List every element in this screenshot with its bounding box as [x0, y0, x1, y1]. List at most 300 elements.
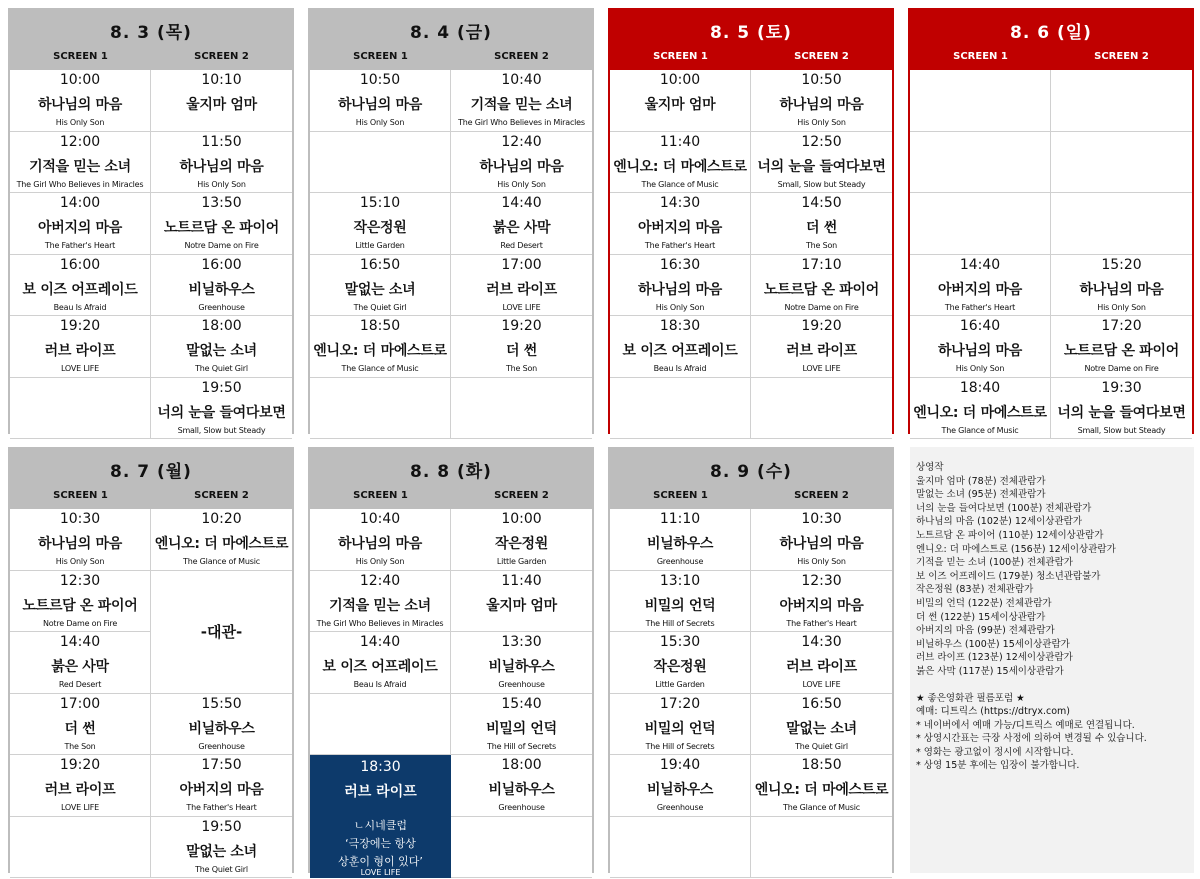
- showtime-time: 15:10: [359, 195, 401, 211]
- showtime-cell: [751, 571, 892, 633]
- special-screening-cell: [310, 755, 451, 878]
- film-title: 엔니오: 더 마에스트로: [754, 782, 889, 798]
- film-english-title: The Quiet Girl: [195, 864, 248, 874]
- showtime-time: 11:10: [659, 511, 701, 527]
- showtime-cell: [751, 509, 892, 571]
- showtime-time: 10:30: [59, 511, 101, 527]
- showtime-grid: [310, 509, 592, 877]
- film-title: 비닐하우스: [488, 782, 555, 798]
- showtime-cell: [451, 571, 592, 633]
- showtime-cell: [451, 694, 592, 756]
- showtime-time: 14:40: [501, 195, 542, 211]
- film-english-title: His Only Son: [655, 302, 705, 312]
- screen-2-label: SCREEN 2: [794, 490, 849, 501]
- showtime-time: 19:30: [1101, 379, 1142, 396]
- day-title: 8. 4 (금): [410, 23, 492, 43]
- film-title: 울지마 엄마: [644, 97, 716, 113]
- showtime-time: 14:00: [59, 195, 101, 211]
- empty-slot: [310, 694, 451, 756]
- showtime-time: 17:10: [801, 256, 842, 273]
- film-english-title: Greenhouse: [498, 680, 545, 689]
- film-english-title: The Father's Heart: [786, 618, 857, 628]
- showtime-cell: [10, 571, 151, 633]
- film-title: 하나님의 마음: [338, 536, 422, 552]
- film-english-title: Greenhouse: [198, 741, 245, 751]
- film-title: 아버지의 마음: [779, 597, 864, 614]
- screen-1-label: SCREEN 1: [953, 51, 1008, 62]
- showtime-time: 16:40: [959, 318, 1001, 334]
- film-english-title: The Father's Heart: [644, 241, 716, 250]
- showtime-time: 10:10: [201, 72, 242, 88]
- film-english-title: The Son: [805, 241, 838, 250]
- showtime-time: 10:40: [359, 511, 401, 527]
- film-english-title: LOVE LIFE: [802, 680, 841, 689]
- showtime-cell: [610, 255, 751, 317]
- showtime-cell: [151, 694, 292, 756]
- film-list-item: 노트르담 온 파이어 (110분) 12세이상관람가: [916, 529, 1104, 541]
- film-title: 비닐하우스: [488, 659, 555, 675]
- showtime-time: 14:30: [659, 195, 701, 211]
- film-english-title: Beau Is Afraid: [653, 364, 707, 373]
- screen-2-label: SCREEN 2: [494, 490, 549, 501]
- showtime-time: 10:50: [359, 72, 401, 88]
- notice-line: 예매: 디트릭스 (https://dtryx.com): [916, 706, 1070, 718]
- empty-slot: [910, 193, 1051, 255]
- showtime-time: 14:40: [359, 634, 401, 650]
- film-english-title: His Only Son: [797, 118, 846, 127]
- showtime-time: 15:50: [201, 695, 242, 712]
- showtime-cell: [451, 755, 592, 817]
- film-english-title: His Only Son: [55, 557, 105, 566]
- empty-slot: [610, 378, 751, 440]
- showtime-cell: [151, 70, 292, 132]
- film-list-item: 비밀의 언덕 (122분) 전체관람가: [916, 597, 1052, 609]
- film-english-title: His Only Son: [355, 118, 405, 127]
- showtime-cell: [151, 509, 292, 571]
- film-english-title: LOVE LIFE: [802, 364, 841, 373]
- showtime-time: 13:50: [201, 195, 242, 211]
- film-title: 말없는 소녀: [344, 281, 416, 298]
- notice-line: * 영화는 광고없이 정시에 시작합니다.: [916, 746, 1074, 758]
- showtime-time: 15:40: [501, 695, 542, 712]
- film-list-item: 보 이즈 어프레이드 (179분) 청소년관람불가: [916, 570, 1101, 582]
- showtime-time: 19:50: [201, 818, 242, 835]
- film-title: 말없는 소녀: [186, 343, 257, 359]
- film-english-title: The Hill of Secrets: [487, 741, 556, 751]
- showtime-cell: [10, 70, 151, 132]
- showtime-cell: [451, 316, 592, 378]
- film-title: 더 썬: [505, 343, 538, 359]
- showtime-cell: [610, 755, 751, 817]
- showtime-time: 11:40: [501, 572, 542, 589]
- film-english-title: Little Garden: [496, 557, 547, 566]
- film-title: 아버지의 마음: [638, 220, 722, 236]
- film-english-title: His Only Son: [955, 364, 1005, 373]
- empty-slot: [751, 378, 892, 440]
- film-english-title: The Father's Heart: [44, 241, 116, 250]
- special-note: ‘극장에는 항상: [345, 837, 416, 850]
- film-title: 비닐하우스: [188, 720, 255, 737]
- showtime-time: 11:50: [201, 133, 242, 150]
- film-title: 하나님의 마음: [1079, 281, 1164, 298]
- showtime-time: 10:50: [801, 72, 842, 88]
- showtime-time: 18:50: [359, 318, 401, 334]
- film-title: 엔니오: 더 마에스트로: [313, 343, 447, 359]
- empty-slot: [1051, 70, 1192, 132]
- film-title: 울지마 엄마: [186, 97, 257, 113]
- showtime-time: 10:00: [659, 72, 701, 88]
- showtime-time: 19:20: [59, 757, 101, 773]
- showtime-cell: [610, 132, 751, 194]
- film-english-title: LOVE LIFE: [60, 803, 100, 812]
- notes-list: [916, 692, 1188, 774]
- showtime-cell: [910, 316, 1051, 378]
- showtime-cell: [751, 632, 892, 694]
- day-header: [10, 449, 292, 509]
- showtime-cell: [751, 316, 892, 378]
- showtime-time: 16:00: [59, 256, 101, 273]
- film-title: 기적을 믿는 소녀: [470, 97, 573, 113]
- film-title: 러브 라이프: [44, 782, 116, 798]
- film-title: 엔니오: 더 마에스트로: [154, 536, 289, 552]
- notice-line: * 상영시간표는 극장 사정에 의하여 변경될 수 있습니다.: [916, 733, 1147, 745]
- showtime-time: 12:40: [501, 133, 542, 150]
- day-panel: [8, 8, 294, 434]
- showtime-time: 13:30: [501, 634, 542, 650]
- film-list-item: 엔니오: 더 마에스트로 (156분) 12세이상관람가: [916, 543, 1116, 555]
- film-english-title: Little Garden: [655, 680, 705, 689]
- empty-slot: [451, 817, 592, 879]
- film-english-title: Greenhouse: [198, 302, 245, 312]
- showtime-time: 14:40: [959, 256, 1001, 273]
- film-english-title: The Quiet Girl: [795, 741, 848, 751]
- film-title: 더 썬: [64, 720, 96, 737]
- film-list-item: 하나님의 마음 (102분) 12세이상관람가: [916, 516, 1082, 528]
- film-list: [916, 475, 1188, 679]
- showtime-time: 19:50: [201, 379, 242, 396]
- film-english-title: The Quiet Girl: [195, 364, 248, 373]
- empty-slot: [610, 817, 751, 879]
- notice-line: ★ 좋은영화관 필름포럼 ★: [916, 692, 1025, 704]
- showtime-cell: [610, 70, 751, 132]
- day-title: 8. 5 (토): [710, 23, 792, 43]
- showtime-cell: [451, 193, 592, 255]
- showtime-time: 12:00: [59, 133, 101, 150]
- showtime-cell: [1051, 378, 1192, 440]
- film-list-item: 아버지의 마음 (99분) 전체관람가: [916, 625, 1055, 637]
- film-english-title: The Glance of Music: [941, 425, 1019, 435]
- day-title: 8. 8 (화): [410, 462, 492, 482]
- film-title: 작은정원: [353, 220, 407, 236]
- film-english-title: The Hill of Secrets: [645, 618, 715, 628]
- showtime-cell: [10, 632, 151, 694]
- showtime-cell: [10, 193, 151, 255]
- day-header: [310, 449, 592, 509]
- film-info-panel: [910, 447, 1194, 873]
- showtime-cell: [751, 255, 892, 317]
- film-english-title: The Girl Who Believes in Miracles: [316, 618, 444, 628]
- special-note: 상훈이 형이 있다’: [338, 855, 423, 868]
- film-english-title: The Glance of Music: [183, 557, 260, 566]
- film-english-title: Notre Dame on Fire: [784, 302, 859, 312]
- day-panel: [308, 8, 594, 434]
- film-english-title: His Only Son: [355, 557, 405, 566]
- film-list-heading: 상영작: [916, 462, 944, 473]
- showtime-time: 18:50: [801, 757, 842, 773]
- screen-1-label: SCREEN 1: [53, 490, 108, 501]
- film-english-title: The Glance of Music: [641, 179, 719, 189]
- film-title: 작은정원: [495, 536, 548, 552]
- showtime-cell: [1051, 255, 1192, 317]
- screen-1-label: SCREEN 1: [53, 51, 108, 62]
- film-title: 비밀의 언덕: [644, 597, 716, 614]
- rental-closed-label: -대관-: [151, 571, 292, 694]
- film-title: 하나님의 마음: [38, 97, 122, 113]
- day-header: [10, 10, 292, 70]
- day-header: [610, 10, 892, 70]
- film-title: 하나님의 마음: [338, 97, 422, 113]
- showtime-cell: [310, 632, 451, 694]
- showtime-time: 19:40: [659, 757, 701, 773]
- showtime-cell: [310, 193, 451, 255]
- showtime-time: 18:00: [501, 757, 542, 773]
- film-title: 러브 라이프: [344, 784, 417, 800]
- showtime-cell: [310, 571, 451, 633]
- showtime-time: 16:50: [801, 695, 842, 712]
- film-list-item: 붉은 사막 (117분) 15세이상관람가: [916, 665, 1064, 677]
- showtime-cell: [751, 193, 892, 255]
- showtime-cell: [310, 509, 451, 571]
- film-title: 기적을 믿는 소녀: [29, 158, 131, 175]
- showtime-time: 10:30: [801, 511, 842, 527]
- showtime-cell: [151, 378, 292, 440]
- showtime-cell: [451, 70, 592, 132]
- film-title: 하나님의 마음: [38, 536, 122, 552]
- day-panel: [608, 447, 894, 873]
- film-english-title: Red Desert: [500, 241, 543, 250]
- film-list-item: 비닐하우스 (100분) 15세이상관람가: [916, 638, 1070, 650]
- film-title: 아버지의 마음: [179, 782, 264, 798]
- screen-2-label: SCREEN 2: [194, 490, 249, 501]
- film-english-title: Small, Slow but Steady: [1077, 425, 1166, 435]
- film-title: 너의 눈을 들여다보면: [157, 404, 286, 421]
- showtime-time: 13:10: [659, 572, 701, 589]
- day-title: 8. 9 (수): [710, 462, 792, 482]
- showtime-time: 15:30: [659, 634, 701, 650]
- screen-1-label: SCREEN 1: [653, 490, 708, 501]
- film-english-title: LOVE LIFE: [60, 364, 100, 373]
- showtime-cell: [1051, 316, 1192, 378]
- film-title: 노트르담 온 파이어: [1064, 343, 1179, 359]
- showtime-time: 16:30: [659, 256, 701, 273]
- showtime-time: 10:20: [201, 511, 242, 527]
- empty-slot: [910, 132, 1051, 194]
- showtime-cell: [151, 755, 292, 817]
- showtime-cell: [610, 509, 751, 571]
- film-english-title: The Glance of Music: [783, 803, 860, 812]
- empty-slot: [751, 817, 892, 879]
- showtime-time: 17:20: [659, 695, 701, 712]
- film-title: 노트르담 온 파이어: [22, 597, 138, 614]
- day-header: [310, 10, 592, 70]
- day-title: 8. 3 (목): [110, 23, 192, 43]
- showtime-cell: [10, 316, 151, 378]
- film-title: 하나님의 마음: [779, 97, 864, 113]
- showtime-time: 12:30: [59, 572, 101, 589]
- showtime-time: 10:40: [501, 72, 542, 88]
- film-english-title: The Girl Who Believes in Miracles: [458, 118, 585, 127]
- showtime-cell: [151, 132, 292, 194]
- film-title: 하나님의 마음: [179, 158, 264, 175]
- showtime-cell: [10, 755, 151, 817]
- showtime-cell: [751, 70, 892, 132]
- showtime-grid: [10, 70, 292, 435]
- film-list-item: 더 썬 (122분) 15세이상관람가: [916, 611, 1046, 623]
- film-title: 비닐하우스: [188, 281, 255, 298]
- special-note: ㄴ시네클럽: [353, 819, 408, 832]
- film-title: 보 이즈 어프레이드: [22, 281, 138, 298]
- showtime-time: 18:30: [360, 759, 401, 775]
- film-title: 보 이즈 어프레이드: [322, 659, 438, 675]
- showtime-cell: [910, 255, 1051, 317]
- film-english-title: Red Desert: [58, 680, 102, 689]
- notice-line: * 상영 15분 후에는 입장이 불가합니다.: [916, 760, 1080, 772]
- showtime-time: 10:00: [501, 511, 542, 527]
- showtime-time: 14:40: [59, 634, 101, 650]
- film-english-title: Greenhouse: [656, 557, 704, 566]
- empty-slot: [1051, 193, 1192, 255]
- day-header: [610, 449, 892, 509]
- showtime-time: 16:50: [359, 256, 401, 273]
- showtime-cell: [451, 255, 592, 317]
- screen-2-label: SCREEN 2: [794, 51, 849, 62]
- film-list-item: 너의 눈을 들여다보면 (100분) 전체관람가: [916, 502, 1092, 514]
- film-title: 기적을 믿는 소녀: [329, 597, 431, 614]
- showtime-time: 17:00: [501, 256, 542, 273]
- film-title: 엔니오: 더 마에스트로: [913, 404, 1047, 421]
- film-title: 너의 눈을 들여다보면: [1057, 404, 1186, 421]
- film-english-title: His Only Son: [1097, 302, 1146, 312]
- film-title: 비닐하우스: [646, 536, 714, 552]
- film-title: 러브 라이프: [786, 659, 857, 675]
- film-title: 러브 라이프: [786, 343, 857, 359]
- showtime-grid: [310, 70, 592, 432]
- film-title: 붉은 사막: [492, 220, 551, 236]
- screen-1-label: SCREEN 1: [353, 490, 408, 501]
- film-english-title: Greenhouse: [656, 803, 704, 812]
- empty-slot: [310, 378, 451, 440]
- day-header: [910, 10, 1192, 70]
- showtime-time: 17:50: [201, 757, 242, 773]
- film-title: 더 썬: [805, 220, 838, 236]
- screen-2-label: SCREEN 2: [1094, 51, 1149, 62]
- showtime-time: 11:40: [659, 133, 701, 150]
- showtime-grid: [610, 509, 892, 871]
- film-list-item: 러브 라이프 (123분) 12세이상관람가: [916, 652, 1073, 664]
- showtime-time: 14:30: [801, 634, 842, 650]
- showtime-grid: [10, 509, 292, 874]
- showtime-time: 12:50: [801, 133, 842, 150]
- film-english-title: His Only Son: [197, 179, 246, 189]
- showtime-time: 14:50: [801, 195, 842, 211]
- showtime-cell: [10, 132, 151, 194]
- day-title: 8. 6 (일): [1010, 23, 1092, 43]
- screen-1-label: SCREEN 1: [653, 51, 708, 62]
- screen-2-label: SCREEN 2: [194, 51, 249, 62]
- film-english-title: Beau Is Afraid: [53, 302, 107, 312]
- film-list-item: 울지마 엄마 (78분) 전체관람가: [916, 475, 1046, 487]
- film-title: 하나님의 마음: [938, 343, 1022, 359]
- film-title: 하나님의 마음: [638, 281, 722, 298]
- film-english-title: Greenhouse: [498, 803, 545, 812]
- showtime-time: 19:20: [501, 318, 542, 334]
- showtime-cell: [751, 694, 892, 756]
- film-english-title: His Only Son: [55, 118, 105, 127]
- film-english-title: Notre Dame on Fire: [42, 618, 118, 628]
- film-english-title: The Father's Heart: [944, 302, 1016, 312]
- showtime-cell: [451, 509, 592, 571]
- showtime-cell: [10, 694, 151, 756]
- showtime-cell: [751, 132, 892, 194]
- film-title: 하나님의 마음: [779, 536, 864, 552]
- film-english-title: The Father's Heart: [186, 803, 257, 812]
- showtime-time: 17:20: [1101, 318, 1142, 334]
- film-title: 러브 라이프: [44, 343, 116, 359]
- film-english-title: LOVE LIFE: [502, 302, 541, 312]
- film-english-title: His Only Son: [497, 179, 546, 189]
- film-english-title: The Girl Who Believes in Miracles: [16, 179, 144, 189]
- film-english-title: His Only Son: [797, 557, 846, 566]
- film-list-item: 말없는 소녀 (95분) 전체관람가: [916, 489, 1046, 501]
- showtime-cell: [310, 255, 451, 317]
- showtime-cell: [151, 817, 292, 879]
- film-list-item: 작은정원 (83분) 전체관람가: [916, 584, 1034, 596]
- film-title: 엔니오: 더 마에스트로: [613, 158, 747, 175]
- film-english-title: Notre Dame on Fire: [1084, 364, 1159, 373]
- showtime-time: 19:20: [801, 318, 842, 334]
- film-english-title: The Son: [505, 364, 538, 373]
- film-english-title: Beau Is Afraid: [353, 680, 407, 689]
- film-list-item: 기적을 믿는 소녀 (100분) 전체관람가: [916, 557, 1073, 569]
- showtime-time: 18:40: [959, 379, 1001, 396]
- showtime-time: 18:00: [201, 318, 242, 334]
- showtime-cell: [910, 378, 1051, 440]
- film-title: 비닐하우스: [646, 782, 714, 798]
- day-title: 8. 7 (월): [110, 462, 192, 482]
- showtime-cell: [451, 132, 592, 194]
- showtime-time: 16:00: [201, 256, 242, 273]
- showtime-time: 19:20: [59, 318, 101, 334]
- film-english-title: Small, Slow but Steady: [777, 179, 866, 189]
- film-title: 말없는 소녀: [186, 843, 257, 860]
- showtime-cell: [610, 632, 751, 694]
- showtime-time: 18:30: [659, 318, 701, 334]
- film-title: 하나님의 마음: [479, 158, 564, 175]
- showtime-cell: [151, 255, 292, 317]
- screen-2-label: SCREEN 2: [494, 51, 549, 62]
- empty-slot: [310, 132, 451, 194]
- showtime-cell: [610, 193, 751, 255]
- film-english-title: Little Garden: [355, 241, 405, 250]
- day-panel: [308, 447, 594, 877]
- film-title: 보 이즈 어프레이드: [622, 343, 738, 359]
- showtime-cell: [310, 316, 451, 378]
- day-panel: [608, 8, 894, 434]
- showtime-cell: [10, 509, 151, 571]
- screen-1-label: SCREEN 1: [353, 51, 408, 62]
- film-english-title: The Son: [64, 741, 96, 751]
- showtime-cell: [610, 694, 751, 756]
